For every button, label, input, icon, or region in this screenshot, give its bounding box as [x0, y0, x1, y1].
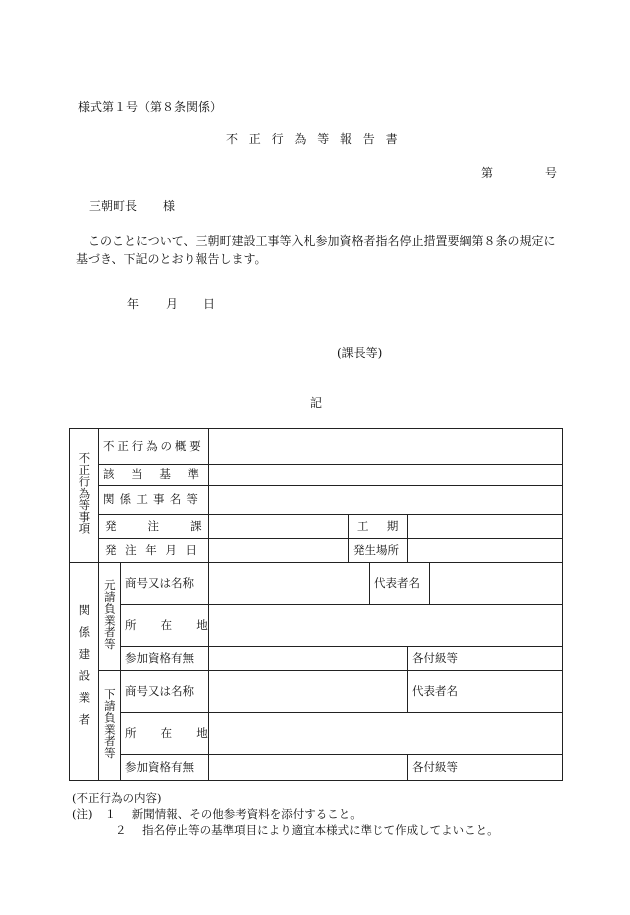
date-year: 年	[127, 297, 140, 311]
label-hacchu-date: 発注年月日	[99, 539, 209, 563]
label-hacchuka: 発注課	[99, 515, 209, 539]
label-gaiyou: 不正行為の概要	[99, 429, 209, 465]
label-daihyou-2: 代表者名	[408, 671, 563, 713]
value-shougou-2[interactable]	[209, 671, 408, 713]
label-fukyu-1: 各付級等	[408, 647, 563, 671]
note-item-1	[72, 806, 499, 822]
note-item-1-num: １	[104, 807, 117, 821]
label-shougou-2: 商号又は名称	[121, 671, 209, 713]
shitauke-header	[99, 671, 121, 781]
section1-header-text: 不正行為等事項	[77, 452, 92, 535]
content-note: (不正行為の内容)	[72, 791, 162, 805]
value-shozaichi-1[interactable]	[209, 605, 563, 647]
form-number: 様式第１号（第８条関係）	[78, 100, 223, 114]
section1-header	[70, 429, 99, 563]
reporter-label: (課長等)	[337, 346, 383, 360]
page-title: 不正行為等報告書	[226, 132, 409, 146]
value-koujimei[interactable]	[209, 486, 563, 515]
section2-header-text: 関係建設業者	[77, 603, 92, 735]
label-shozaichi-2: 所在地	[121, 713, 209, 755]
label-fukyu-2: 各付級等	[408, 755, 563, 781]
label-shougou-1: 商号又は名称	[121, 563, 209, 605]
section2-header	[70, 563, 99, 781]
value-shikaku-1[interactable]	[209, 647, 408, 671]
date-month: 月	[166, 297, 179, 311]
note-item-1-text: 新聞情報、その他参考資料を添付すること。	[131, 807, 362, 821]
body-paragraph: このことについて、三朝町建設工事等入札参加資格者指名停止措置要綱第８条の規定に基づき、下記のとおり報告します。	[76, 234, 556, 266]
note-item-2-text: 指名停止等の基準項目により適宜本様式に準じて作成してよいこと。	[142, 823, 499, 837]
value-shougou-1[interactable]	[209, 563, 370, 605]
label-koujimei: 関係工事名等	[99, 486, 209, 515]
value-gaiyou[interactable]	[209, 429, 563, 465]
value-shozaichi-2[interactable]	[209, 713, 563, 755]
label-shozaichi-1: 所在地	[121, 605, 209, 647]
value-kouki[interactable]	[408, 515, 563, 539]
value-shikaku-2[interactable]	[209, 755, 408, 781]
label-shikaku-1: 参加資格有無	[121, 647, 209, 671]
label-daihyou-1: 代表者名	[370, 563, 430, 605]
value-basho[interactable]	[408, 539, 563, 563]
motouke-header-text: 元請負業者等	[102, 578, 117, 650]
number-suffix: 号	[545, 166, 558, 180]
value-hacchu-date[interactable]	[209, 539, 349, 563]
note-label: (注)	[72, 807, 93, 821]
recipient-honorific: 様	[163, 199, 176, 213]
motouke-header	[99, 563, 121, 671]
report-table	[69, 428, 563, 781]
value-kijun[interactable]	[209, 465, 563, 486]
label-basho: 発生場所	[349, 539, 408, 563]
ki-label: 記	[310, 396, 323, 410]
number-prefix: 第	[481, 166, 494, 180]
shitauke-header-text: 下請負業者等	[102, 687, 117, 759]
label-kijun: 該当基準	[99, 465, 209, 486]
note-item-2-num: ２	[115, 823, 127, 837]
value-daihyou-1[interactable]	[430, 563, 563, 605]
label-kouki: 工期	[349, 515, 408, 539]
recipient-name: 三朝町長	[89, 199, 138, 213]
label-shikaku-2: 参加資格有無	[121, 755, 209, 781]
notes	[72, 790, 499, 838]
date-day: 日	[203, 297, 216, 311]
note-item-2	[72, 822, 499, 838]
